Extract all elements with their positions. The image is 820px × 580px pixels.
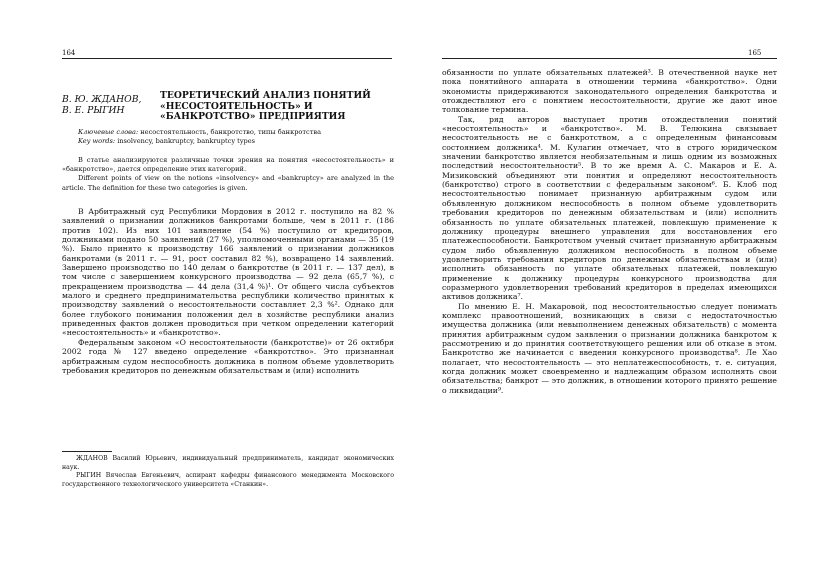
author-footnotes [62,455,394,489]
author-1: В. Ю. ЖДАНОВ, [62,94,142,105]
header-rule-right [442,58,777,59]
abstract-en: Different points of view on the notions «insolvency» and «bankruptcy» are analyzed in the article. The definition for these two categories is given. [62,174,394,192]
paragraph: По мнению Е. Н. Макаровой, под несостоятельностью следует понимать комплекс правоотношений, возникающих в связи с недостаточностью имущества должника (или невыполнением денежных обязательств) с момента принятия арбитражным судом заявления о признании должника банкротом к рассмотрению и до принятия соответствующего решения или об отказе в этом. Банкротство же начинается с введения конкурсного производства⁸. Ле Хао полагает, что несостоятельность — это неплатежеспособность, т. е. ситуация, когда должник может своевременно и надлежащим образом исполнять свои обязательства; банкрот — это должник, в отношении которого принято решение о ликвидации⁹. [442,301,777,395]
paragraph: Так, ряд авторов выступает против отождествления понятий «несостоятельность» и «банкротство». М. В. Телюкина связывает несостоятельность не с банкротством, а с определенным финансовым состоянием должника⁴. М. Кулагин отмечает, что в строго юридическом значении банкротство является необязательным и лишь одним из возможных последствий несостоятельности⁵. В то же время А. С. Макаров и Е. А. Мизиковский объединяют эти понятия и определяют несостоятельность (банкротство) строго в соответствии с федеральным законом⁶. Б. Клоб под несостоятельностью понимает признанную арбитражным судом или объявленную должником неспособность в полном объеме удовлетворить требования кредиторов по денежным обязательствам и (или) исполнить обязанность по уплате обязательных платежей, повлекшую применение к должнику процедуры внешнего управления для восстановления его платежеспособности. Банкротством ученый считает признанную арбитражным судом либо объявленную должником неспособность в полном объеме удовлетворить требования кредиторов по денежным обязательствам и (или) исполнить обязанность по уплате обязательных платежей, повлекшую применение к должнику процедуры конкурсного производства для соразмерного удовлетворения требований кредиторов в пределах имеющихся активов должника⁷. [442,114,777,302]
paragraph: Федеральным законом «О несостоятельности (банкротстве)» от 26 октября 2002 года № 127 введено определение «банкротство». Это признанная арбитражным судом неспособность должника в полном объеме удовлетворить требования кредиторов по денежным обязательствам и (или) исполнить [62,337,394,375]
keywords-en-label: Key words: [78,137,116,145]
keywords-ru-text: несостоятельность, банкротство, типы банкротства [140,128,322,136]
keywords-en-text: insolvency, bankruptcy, bankruptcy types [117,137,256,145]
abstract [62,156,394,193]
keywords-ru-label: Ключевые слова: [78,128,139,136]
footnote: РЫГИН Вячеслав Евгеньевич, аспирант кафедры финансового менеджмента Московского государственного технологического университета «Станкин». [62,472,394,488]
header-rule-left [62,58,392,59]
keywords-block [78,128,393,146]
page-number-left: 164 [62,49,76,57]
article-authors [62,94,152,116]
footnote: ЖДАНОВ Василий Юрьевич, индивидуальный предприниматель, кандидат экономических наук. [62,455,394,471]
page-number-right: 165 [748,49,762,57]
left-body [62,207,394,375]
article-title: ТЕОРЕТИЧЕСКИЙ АНАЛИЗ ПОНЯТИЙ «НЕСОСТОЯТЕЛЬНОСТЬ» И «БАНКРОТСТВО» ПРЕДПРИЯТИЯ [160,90,371,122]
author-2: В. Е. РЫГИН [62,105,125,116]
footnote-divider [62,451,112,452]
keywords-en [78,137,393,146]
right-body [442,68,777,395]
paragraph: В Арбитражный суд Республики Мордовия в 2012 г. поступило на 82 % заявлений о признании должников банкротами больше, чем в 2011 г. (186 против 102). Из них 101 заявление (54 %) поступило от кредиторов, должниками подано 50 заявлений (27 %), уполномоченными органами — 35 (19 %). Было принято к производству 166 заявлений о признании должников банкротами (в 2011 г. — 91, рост составил 82 %), возвращено 14 заявлений. Завершено производство по 140 делам о банкротстве (в 2011 г. — 137 дел), в том числе с завершением конкурсного производства — 92 дела (65,7 %), с прекращением производства — 44 дела (31,4 %)¹. От общего числа субъектов малого и среднего предпринимательства республики количество принятых к производству заявлений о несостоятельности составляет 2,3 %². Однако для более глубокого понимания положения дел в хозяйстве республики анализ приведенных фактов должен проводиться при четком определении категорий «несостоятельность» и «банкротство». [62,207,394,338]
abstract-ru: В статье анализируются различные точки зрения на понятия «несостоятельность» и «банкротство», дается определение этих категорий. [62,156,394,174]
right-page [410,0,820,580]
keywords-ru [78,128,393,137]
paragraph: обязанности по уплате обязательных платежей³. В отечественной науке нет пока понятийного аппарата в отношении термина «банкротство». Одни экономисты придерживаются законодательного определения банкротства и отождествляют его с понятием несостоятельности, другие же дают иное толкование термина. [442,68,777,115]
